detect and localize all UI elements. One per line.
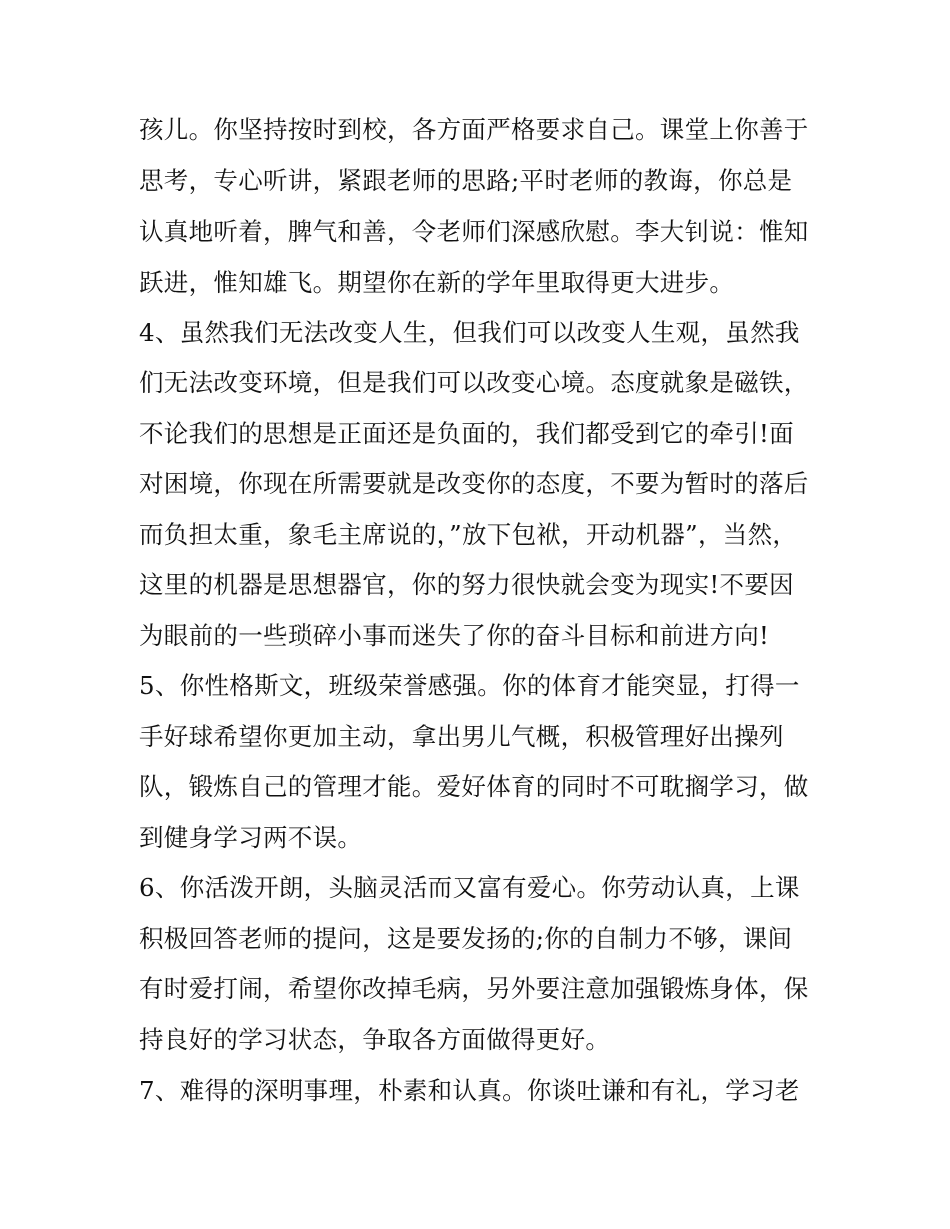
text-line: 6、你活泼开朗，头脑灵活而又富有爱心。你劳动认真，上课 <box>139 873 800 902</box>
text-line: 不论我们的思想是正面还是负面的，我们都受到它的牵引!面 <box>139 419 794 448</box>
text-line: 积极回答老师的提问，这是要发扬的;你的自制力不够，课间 <box>139 924 793 953</box>
text-line: 持良好的学习状态，争取各方面做得更好。 <box>139 1025 611 1054</box>
text-line: 们无法改变环境，但是我们可以改变心境。态度就象是磁铁， <box>139 368 809 397</box>
text-line: 7、难得的深明事理，朴素和认真。你谈吐谦和有礼，学习老 <box>139 1076 800 1105</box>
text-line: 队，锻炼自己的管理才能。爱好体育的同时不可耽搁学习，做 <box>139 772 809 801</box>
text-line: 5、你性格斯文，班级荣誉感强。你的体育才能突显，打得一 <box>139 671 800 700</box>
text-line: 为眼前的一些琐碎小事而迷失了你的奋斗目标和前进方向! <box>139 621 770 650</box>
text-line: 跃进，惟知雄飞。期望你在新的学年里取得更大进步。 <box>139 268 735 297</box>
text-line: 到健身学习两不误。 <box>139 823 363 852</box>
text-line: 对困境，你现在所需要就是改变你的态度，不要为暂时的落后 <box>139 469 809 498</box>
text-line: 认真地听着，脾气和善，令老师们深感欣慰。李大钊说：惟知 <box>139 217 809 246</box>
text-line: 而负担太重，象毛主席说的，”放下包袱，开动机器”，当然， <box>139 520 798 549</box>
text-line: 这里的机器是思想器官，你的努力很快就会变为现实!不要因 <box>139 570 794 599</box>
text-line: 4、虽然我们无法改变人生，但我们可以改变人生观，虽然我 <box>139 318 800 347</box>
text-line: 有时爱打闹，希望你改掉毛病，另外要注意加强锻炼身体，保 <box>139 974 809 1003</box>
text-line: 手好球希望你更加主动，拿出男儿气概，积极管理好出操列 <box>139 722 784 751</box>
text-line: 思考，专心听讲，紧跟老师的思路;平时老师的教诲，你总是 <box>139 166 793 195</box>
text-line: 孩儿。你坚持按时到校，各方面严格要求自己。课堂上你善于 <box>139 115 809 144</box>
